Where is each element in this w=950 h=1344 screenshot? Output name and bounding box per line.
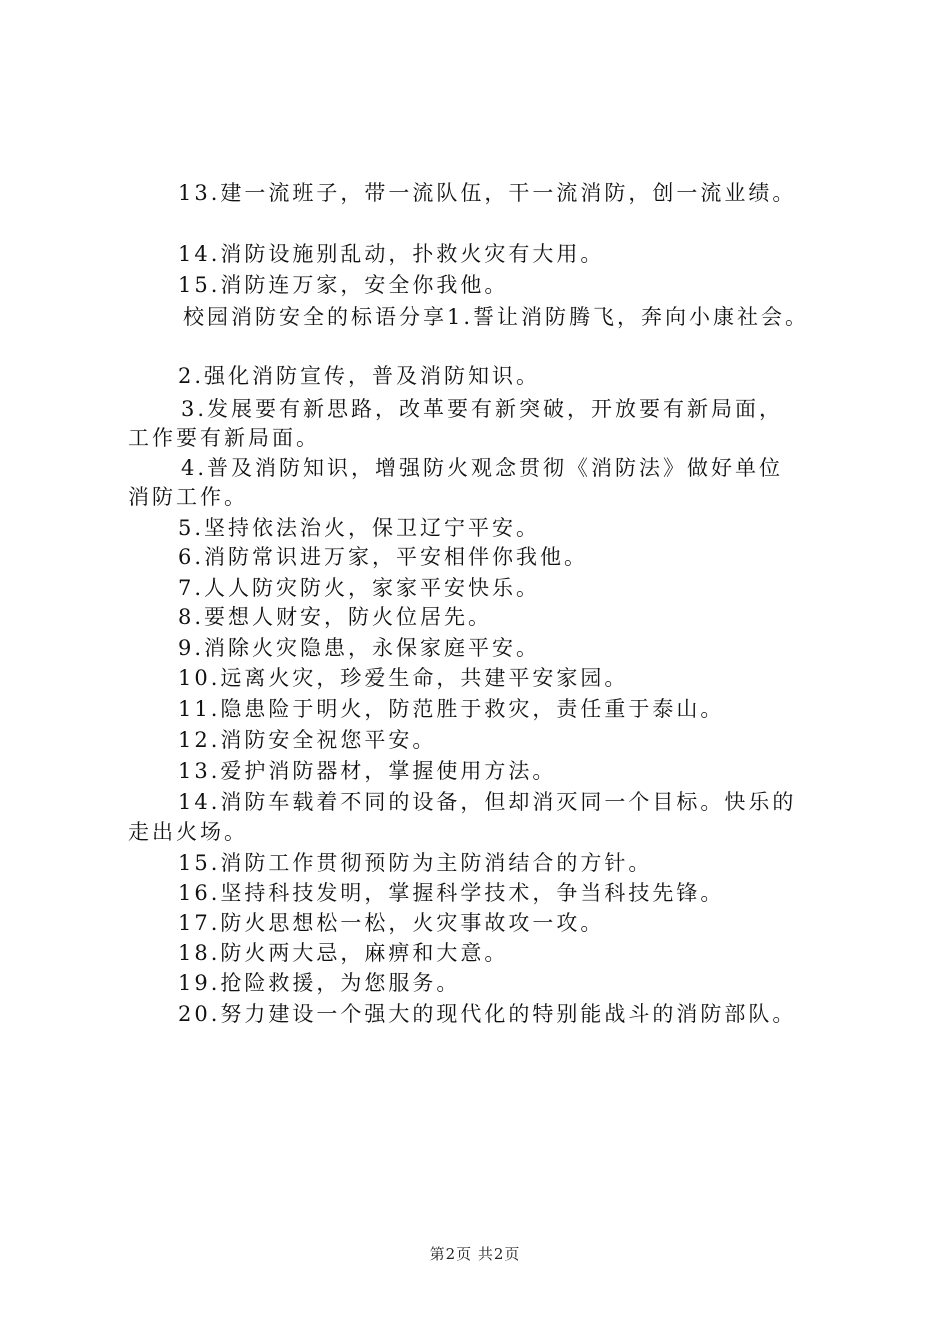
text-line: 5.坚持依法治火，保卫辽宁平安。 [178, 516, 541, 540]
text-line: 11.隐患险于明火，防范胜于救灾，责任重于泰山。 [178, 697, 725, 721]
text-line: 10.远离火灾，珍爱生命，共建平安家园。 [178, 666, 629, 690]
page-footer: 第2页 共2页 [429, 1245, 521, 1263]
text-line: 12.消防安全祝您平安。 [178, 728, 437, 752]
text-line: 19.抢险救援，为您服务。 [178, 971, 461, 995]
text-line: 7.人人防灾防火，家家平安快乐。 [178, 576, 541, 600]
text-line: 15.消防工作贯彻预防为主防消结合的方针。 [178, 851, 653, 875]
text-line: 13.爱护消防器材，掌握使用方法。 [178, 759, 557, 783]
text-line: 16.坚持科技发明，掌握科学技术，争当科技先锋。 [178, 881, 725, 905]
text-line: 2.强化消防宣传，普及消防知识。 [178, 364, 541, 388]
text-line: 4.普及消防知识，增强防火观念贯彻《消防法》做好单位 [181, 456, 784, 480]
text-line: 6.消防常识进万家，平安相伴你我他。 [178, 545, 589, 569]
text-line: 14.消防设施别乱动，扑救火灾有大用。 [178, 242, 605, 266]
text-line: 消防工作。 [128, 485, 248, 509]
text-line: 9.消除火灾隐患，永保家庭平安。 [178, 636, 541, 660]
text-line: 17.防火思想松一松，火灾事故攻一攻。 [178, 911, 605, 935]
text-line: 工作要有新局面。 [128, 426, 320, 450]
text-line: 18.防火两大忌，麻痹和大意。 [178, 941, 509, 965]
text-line: 14.消防车载着不同的设备，但却消灭同一个目标。快乐的 [178, 790, 797, 814]
text-line: 3.发展要有新思路，改革要有新突破，开放要有新局面， [181, 397, 784, 421]
text-line: 15.消防连万家，安全你我他。 [178, 273, 509, 297]
text-line: 20.努力建设一个强大的现代化的特别能战斗的消防部队。 [178, 1002, 797, 1026]
text-line: 8.要想人财安，防火位居先。 [178, 605, 493, 629]
text-line: 13.建一流班子，带一流队伍，干一流消防，创一流业绩。 [178, 181, 797, 205]
text-line: 校园消防安全的标语分享1.誓让消防腾飞，奔向小康社会。 [183, 305, 810, 329]
text-line: 走出火场。 [128, 820, 248, 844]
